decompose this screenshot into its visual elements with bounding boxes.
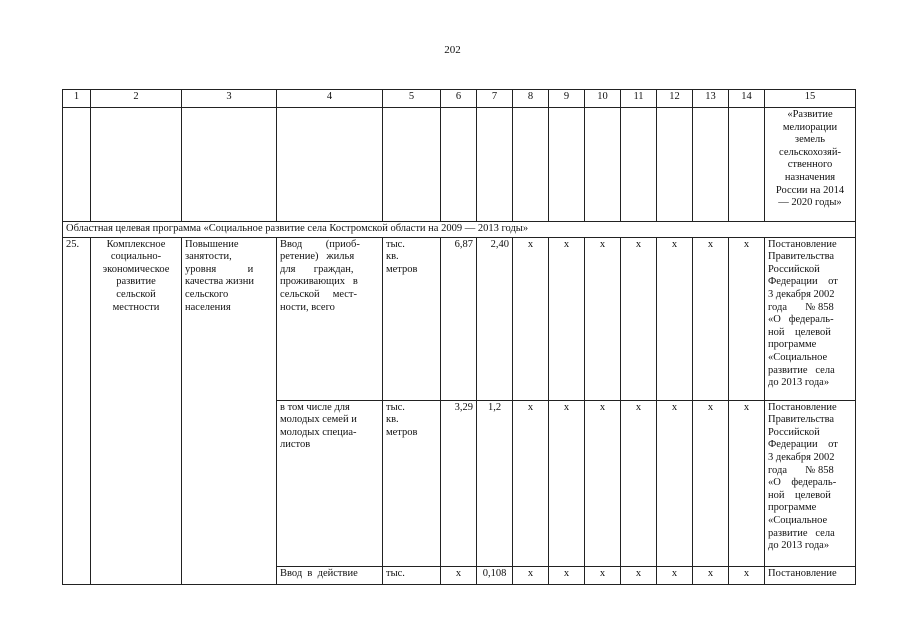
header-cell: 14 bbox=[729, 90, 765, 108]
program-title: Областная целевая программа «Социальное развитие села Костромской области на 2009 — 2013 годы» bbox=[63, 222, 856, 238]
table-cell bbox=[277, 108, 383, 222]
basis-document-cell: Постановление Правительства Российской Федерации от 3 декабря 2002 года № 858 «О федераль- ной целевой программе «Социальное развитие села до 2013 года» bbox=[765, 237, 856, 400]
entry-number: 25. bbox=[63, 237, 91, 584]
table-cell bbox=[182, 108, 277, 222]
value-cell: 1,2 bbox=[477, 400, 513, 566]
header-cell: 1 bbox=[63, 90, 91, 108]
page-number: 202 bbox=[444, 44, 461, 56]
indicator-cell: в том числе для молодых семей и молодых специа- листов bbox=[277, 400, 383, 566]
header-cell: 3 bbox=[182, 90, 277, 108]
table-cell bbox=[383, 108, 441, 222]
value-cell: х bbox=[621, 566, 657, 584]
table-row bbox=[63, 237, 856, 400]
table-cell bbox=[621, 108, 657, 222]
value-cell: х bbox=[585, 566, 621, 584]
header-cell: 12 bbox=[657, 90, 693, 108]
value-cell: х bbox=[549, 400, 585, 566]
header-cell: 9 bbox=[549, 90, 585, 108]
header-cell: 4 bbox=[277, 90, 383, 108]
header-cell: 8 bbox=[513, 90, 549, 108]
value-cell: х bbox=[621, 400, 657, 566]
value-cell: 6,87 bbox=[441, 237, 477, 400]
value-cell: х bbox=[621, 237, 657, 400]
value-cell: х bbox=[441, 566, 477, 584]
table-cell bbox=[585, 108, 621, 222]
table-cell bbox=[513, 108, 549, 222]
value-cell: 0,108 bbox=[477, 566, 513, 584]
value-cell: 2,40 bbox=[477, 237, 513, 400]
measure-name-cell: Комплексное социально- экономическое развитие сельской местности bbox=[91, 237, 182, 584]
value-cell: х bbox=[513, 400, 549, 566]
header-cell: 10 bbox=[585, 90, 621, 108]
table-cell bbox=[657, 108, 693, 222]
header-cell: 6 bbox=[441, 90, 477, 108]
value-cell: 3,29 bbox=[441, 400, 477, 566]
table-cell bbox=[729, 108, 765, 222]
value-cell: х bbox=[513, 566, 549, 584]
unit-cell: тыс. кв. метров bbox=[383, 237, 441, 400]
table-cell bbox=[693, 108, 729, 222]
continuation-row bbox=[63, 108, 856, 222]
goal-cell: Повышение занятости, уровня и качества жизни сельского населения bbox=[182, 237, 277, 584]
unit-cell: тыс. кв. метров bbox=[383, 400, 441, 566]
unit-cell: тыс. bbox=[383, 566, 441, 584]
value-cell: х bbox=[729, 566, 765, 584]
value-cell: х bbox=[729, 400, 765, 566]
value-cell: х bbox=[585, 400, 621, 566]
table-cell bbox=[63, 108, 91, 222]
value-cell: х bbox=[693, 400, 729, 566]
value-cell: х bbox=[549, 237, 585, 400]
indicator-cell: Ввод (приоб- ретение) жилья для граждан, проживающих в сельской мест- ности, всего bbox=[277, 237, 383, 400]
program-title-row bbox=[63, 222, 856, 238]
value-cell: х bbox=[585, 237, 621, 400]
header-cell: 15 bbox=[765, 90, 856, 108]
basis-document-cell: Постановление Правительства Российской Федерации от 3 декабря 2002 года № 858 «О федераль- ной целевой программе «Социальное развитие села до 2013 года» bbox=[765, 400, 856, 566]
indicator-cell: Ввод в действие bbox=[277, 566, 383, 584]
header-cell: 2 bbox=[91, 90, 182, 108]
basis-document-cell: «Развитие мелиорации земель сельскохозяй- ственного назначения России на 2014 — 2020 годы» bbox=[765, 108, 856, 222]
value-cell: х bbox=[657, 237, 693, 400]
table-cell bbox=[549, 108, 585, 222]
value-cell: х bbox=[693, 566, 729, 584]
value-cell: х bbox=[729, 237, 765, 400]
table-cell bbox=[91, 108, 182, 222]
table-cell bbox=[477, 108, 513, 222]
value-cell: х bbox=[657, 566, 693, 584]
value-cell: х bbox=[549, 566, 585, 584]
header-cell: 7 bbox=[477, 90, 513, 108]
header-cell: 11 bbox=[621, 90, 657, 108]
value-cell: х bbox=[657, 400, 693, 566]
header-row bbox=[63, 90, 856, 108]
header-cell: 13 bbox=[693, 90, 729, 108]
value-cell: х bbox=[513, 237, 549, 400]
program-table bbox=[62, 89, 856, 585]
basis-document-cell: Постановление bbox=[765, 566, 856, 584]
header-cell: 5 bbox=[383, 90, 441, 108]
value-cell: х bbox=[693, 237, 729, 400]
table-cell bbox=[441, 108, 477, 222]
